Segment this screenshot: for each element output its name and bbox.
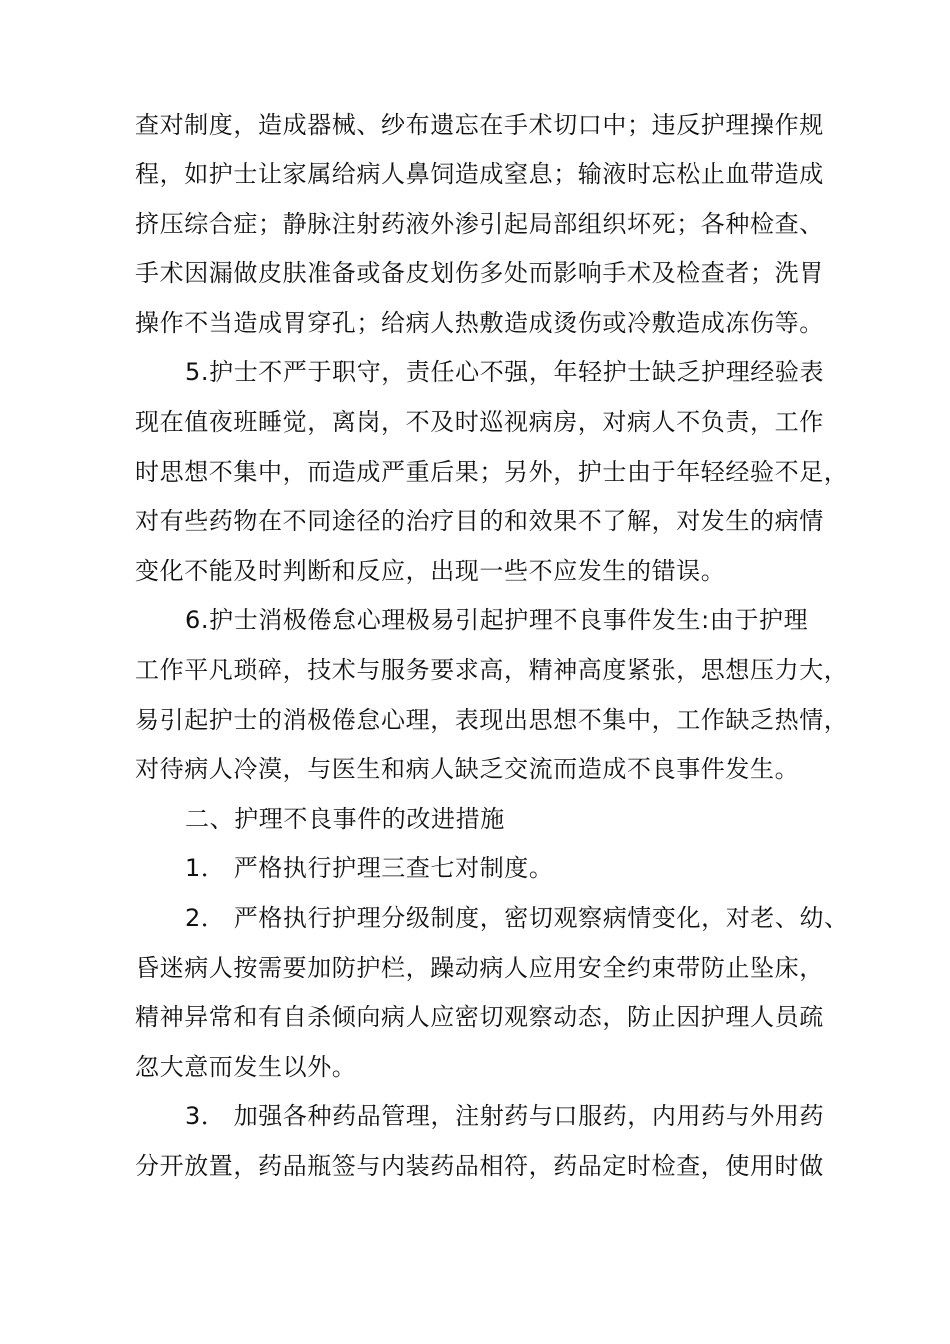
body-text-line: 手术因漏做皮肤准备或备皮划伤多处而影响手术及检查者；洗胃 [135,259,824,287]
body-text-line: 对有些药物在不同途径的治疗目的和效果不了解，对发生的病情 [135,507,824,535]
section-heading: 二、护理不良事件的改进措施 [185,805,505,833]
body-text-line: 挤压综合症；静脉注射药液外渗引起局部组织坏死；各种检查、 [135,210,824,238]
body-text-line: 变化不能及时判断和反应，出现一些不应发生的错误。 [135,557,726,585]
numbered-item-5-start: 5.护士不严于职守，责任心不强，年轻护士缺乏护理经验表 [185,358,825,386]
body-text-line: 操作不当造成胃穿孔；给病人热敷造成烫伤或冷敷造成冻伤等。 [135,309,824,337]
measure-item-1: 1． 严格执行护理三查七对制度。 [185,854,554,882]
body-text-line: 查对制度，造成器械、纱布遗忘在手术切口中；违反护理操作规 [135,111,824,139]
body-text-line: 工作平凡琐碎，技术与服务要求高，精神高度紧张，思想压力大， [135,656,849,684]
body-text-line: 现在值夜班睡觉，离岗，不及时巡视病房，对病人不负责，工作 [135,408,824,436]
body-text-line: 精神异常和有自杀倾向病人应密切观察动态，防止因护理人员疏 [135,1003,824,1031]
numbered-item-6-start: 6.护士消极倦怠心理极易引起护理不良事件发生:由于护理 [185,606,809,634]
body-text-line: 程，如护士让家属给病人鼻饲造成窒息；输液时忘松止血带造成 [135,160,824,188]
body-text-line: 昏迷病人按需要加防护栏，躁动病人应用安全约束带防止坠床， [135,954,824,982]
body-text-line: 分开放置，药品瓶签与内装药品相符，药品定时检查，使用时做 [135,1152,824,1180]
body-text-line: 易引起护士的消极倦怠心理，表现出思想不集中，工作缺乏热情， [135,706,849,734]
measure-item-2-start: 2． 严格执行护理分级制度，密切观察病情变化，对老、幼、 [185,904,849,932]
body-text-line: 对待病人冷漠，与医生和病人缺乏交流而造成不良事件发生。 [135,755,800,783]
body-text-line: 时思想不集中，而造成严重后果；另外，护士由于年轻经验不足， [135,458,849,486]
measure-item-3-start: 3． 加强各种药品管理，注射药与口服药，内用药与外用药 [185,1102,825,1130]
body-text-line: 忽大意而发生以外。 [135,1053,357,1081]
